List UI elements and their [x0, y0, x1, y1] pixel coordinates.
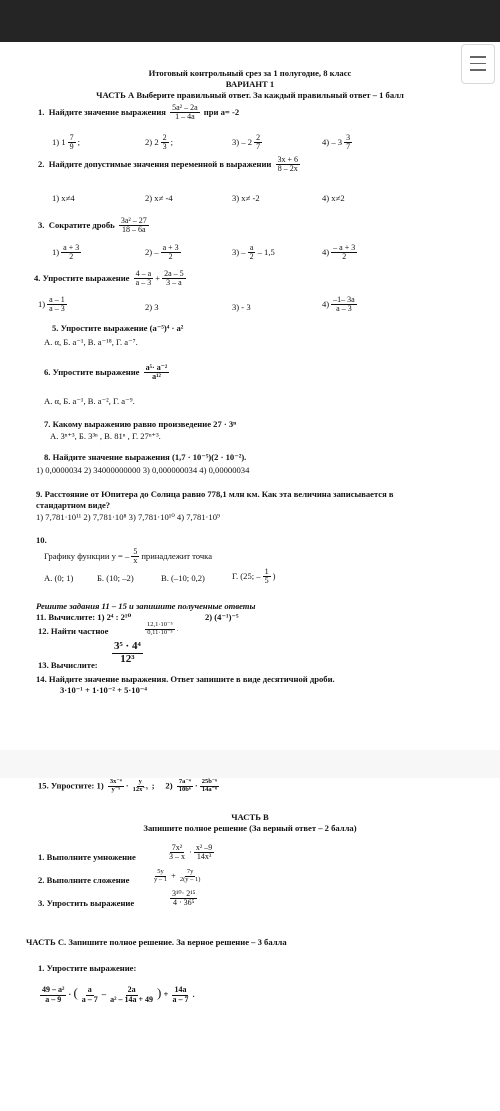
c1-text: 1. Упростите выражение: [38, 963, 137, 973]
q10-option-b[interactable]: Б. (10; –2) [97, 573, 134, 583]
q4-option-1[interactable]: 1) $\frac{a - 1}{a - 3}$ [38, 295, 65, 314]
q2 [38, 156, 302, 174]
q5-options[interactable]: А. α, Б. a⁻¹, В. a⁻¹⁸, Г. a⁻⁷. [44, 337, 138, 347]
q4-fraction-2: $\frac{2a - 5}{3 - a}$ [164, 269, 184, 288]
q4-fraction-1: $\frac{4 - a}{a - 3}$ [135, 269, 152, 288]
q1 [38, 104, 239, 122]
q6-fraction: $\frac{\text{a⁵· a⁻²}}{\text{a¹²}}$ [145, 363, 168, 382]
b1-expression: $\frac{\text{7x²}}{3 - x}$ · $\frac{\text{x² –9}}{\text{14x³}}$ [169, 843, 213, 862]
q1-option-3[interactable]: 3) – 2 $\frac{2}{7}$ [232, 133, 261, 152]
q10-option-d[interactable]: Г. (25; – $\frac{1}{5}$ ) [232, 567, 276, 586]
q1-fraction: $\frac{\text{5a² – 2a}}{1 - 4a}$ [172, 103, 198, 122]
q10-num: 10. [36, 535, 47, 545]
q9-options[interactable]: 1) 7,781·10¹¹ 2) 7,781·10⁸ 3) 7,781·10¹⁰ 4) 7,781·10⁹ [36, 512, 221, 522]
q11-text-2: 2) (4⁻¹)⁻⁵ [205, 612, 239, 622]
q4-text: Упростите выражение [42, 272, 130, 283]
q2-option-2[interactable]: 2) x≠ -4 [145, 193, 173, 203]
menu-icon-line [470, 56, 486, 58]
q12 [38, 626, 108, 636]
q13-fraction: $\frac{\text{3⁵ · 4⁴}}{\text{12³}}$ [114, 640, 141, 665]
q1-option-1[interactable]: 1) 1 $\frac{7}{9}$ ; [52, 133, 81, 152]
q8-text: 8. Найдите значение выражения (1,7 · 10⁻⁵)(2 · 10⁻²). [44, 452, 247, 462]
q4-num: 4. [34, 272, 41, 283]
q1-option-4[interactable]: 4) – 3 $\frac{3}{7}$ [322, 133, 351, 152]
q2-option-1[interactable]: 1) x≠4 [52, 193, 75, 203]
b2-text: 2. Выполните сложение [38, 875, 130, 885]
q5-text: 5. Упростите выражение (a⁻⁵)⁴ · a² [52, 323, 184, 333]
q3-option-4[interactable]: 4) $\frac{- a + 3}{2}$ [322, 243, 356, 262]
q4-option-2[interactable]: 2) 3 [145, 302, 159, 312]
q6-text: 6. Упростите выражение [44, 366, 140, 377]
q6-options[interactable]: А. α, Б. a⁻¹, В. a⁻², Г. a⁻⁹. [44, 396, 135, 406]
variant-title: ВАРИАНТ 1 [225, 79, 275, 89]
page-title: Итоговый контрольный срез за 1 полугодие, 8 класс [148, 68, 352, 78]
q13-text: 13. Вычислите: [38, 660, 98, 670]
q9-text: 9. Расстояние от Юпитера до Солнца равно 778,1 млн км. Как эта величина записывается в [36, 489, 394, 499]
b3-text: 3. Упростить выражение [38, 898, 135, 908]
q2-text: Найдите допустимые значения переменной в выражении [48, 158, 272, 169]
part-c-title: ЧАСТЬ С. Запишите полное решение. За верное решение – 3 балла [26, 937, 287, 947]
q8-options[interactable]: 1) 0,0000034 2) 34000000000 3) 0,000000034 4) 0,00000034 [36, 465, 250, 475]
q9-text-2: стандартном виде? [36, 500, 111, 510]
q3-text: Сократите дробь [48, 219, 115, 230]
page-gap [0, 750, 500, 778]
q10-text: Графику функции y = – $\frac{5}{x}$ принадлежит точка [44, 547, 213, 566]
b2-expression: $\frac{5y}{y - 1}$ + $\frac{7y}{2(y - 1)}$ [154, 868, 201, 883]
q14-text: 14. Найдите значение выражения. Ответ запишите в виде десятичной дроби. [36, 674, 335, 684]
q1-num: 1. [38, 106, 45, 117]
q6 [44, 364, 171, 382]
q2-num: 2. [38, 158, 45, 169]
q2-option-4[interactable]: 4) x≠2 [322, 193, 345, 203]
q2-option-3[interactable]: 3) x≠ -2 [232, 193, 260, 203]
q11-text: 11. Вычислите: 1) 2⁴ : 2¹⁰ [36, 612, 132, 622]
menu-icon-line [470, 63, 486, 65]
q3-option-2[interactable]: 2) – $\frac{a + 3}{2}$ [145, 243, 179, 262]
part-b-subtitle: Запишите полное решение (За верный ответ – 2 балла) [143, 823, 357, 833]
b1-text: 1. Выполните умножение [38, 852, 136, 862]
top-bar [0, 0, 500, 42]
q3-fraction: $\frac{\text{3a² – 27}}{18 - 6a}$ [120, 216, 147, 235]
q4-option-4[interactable]: 4) $\frac{-1- 3a}{a - 3}$ [322, 295, 355, 314]
q10-option-c[interactable]: В. (–10; 0,2) [161, 573, 205, 583]
q15-text: 15. Упростите: 1) [38, 780, 104, 791]
q4-option-3[interactable]: 3) - 3 [232, 302, 251, 312]
q10-option-a[interactable]: А. (0; 1) [44, 573, 74, 583]
q14-expression: 3·10⁻¹ + 1·10⁻² + 5·10⁻⁴ [60, 685, 147, 695]
q1-text: Найдите значение выражения [48, 106, 166, 117]
q1-condition: при a= -2 [203, 106, 240, 117]
part-a-title: ЧАСТЬ А Выберите правильный ответ. За каждый правильный ответ – 1 балл [96, 90, 404, 100]
q3-num: 3. [38, 219, 45, 230]
c1-expression: $\frac{\text{49 – a²}}{a - 9}$ · ( $\frac{a}{a - 7}$ – $\frac{2a}{\text{a² – 14a + 49}}$ ) + $\frac{14a}{a - 7}$ . [42, 985, 195, 1004]
q7-options[interactable]: А. 3ⁿ⁺³, Б. 3³ⁿ , В. 81ⁿ , Г. 27ⁿ⁺³. [50, 431, 161, 441]
q4: 4. Упростите выражение $\frac{4 - a}{a - 3}$ + $\frac{2a - 5}{3 - a}$ [34, 269, 184, 288]
q3 [38, 217, 151, 235]
q3-option-3[interactable]: 3) – $\frac{a}{2}$ – 1,5 [232, 243, 275, 262]
q12-fraction: $\frac{\text{12,1·10⁻⁵}}{\text{0,11·10⁻³}}$ . [147, 621, 179, 636]
b3-expression: $\frac{\text{3¹⁰· 2¹⁵}}{\text{4 · 36⁵}}$ [172, 889, 196, 908]
q1-option-2[interactable]: 2) 2 $\frac{2}{3}$ ; [145, 133, 174, 152]
q15: 15. Упростите: 1) $\frac{\text{3x⁻⁴}}{\text{y⁻⁵}}$ · $\frac{y}{\text{12x⁻⁵}}$ ; 2) $\frac{\text{7a⁻⁴}}{\text{10b⁶}}$ · $\frac{\text{25b⁻⁶}}{\text{14a⁻⁸}}$ [38, 778, 218, 793]
part-b-intro: Решите задания 11 – 15 и запишите полученные ответы [36, 601, 256, 611]
q12-text: 12. Найти частное [38, 626, 109, 636]
part-b-title: ЧАСТЬ В [231, 812, 269, 822]
q2-fraction: $\frac{3x + 6}{8 - 2x}$ [277, 155, 299, 174]
q7-text: 7. Какому выражению равно произведение 27 · 3ⁿ [44, 419, 237, 429]
q3-option-1[interactable]: 1) $\frac{a + 3}{2}$ [52, 243, 80, 262]
